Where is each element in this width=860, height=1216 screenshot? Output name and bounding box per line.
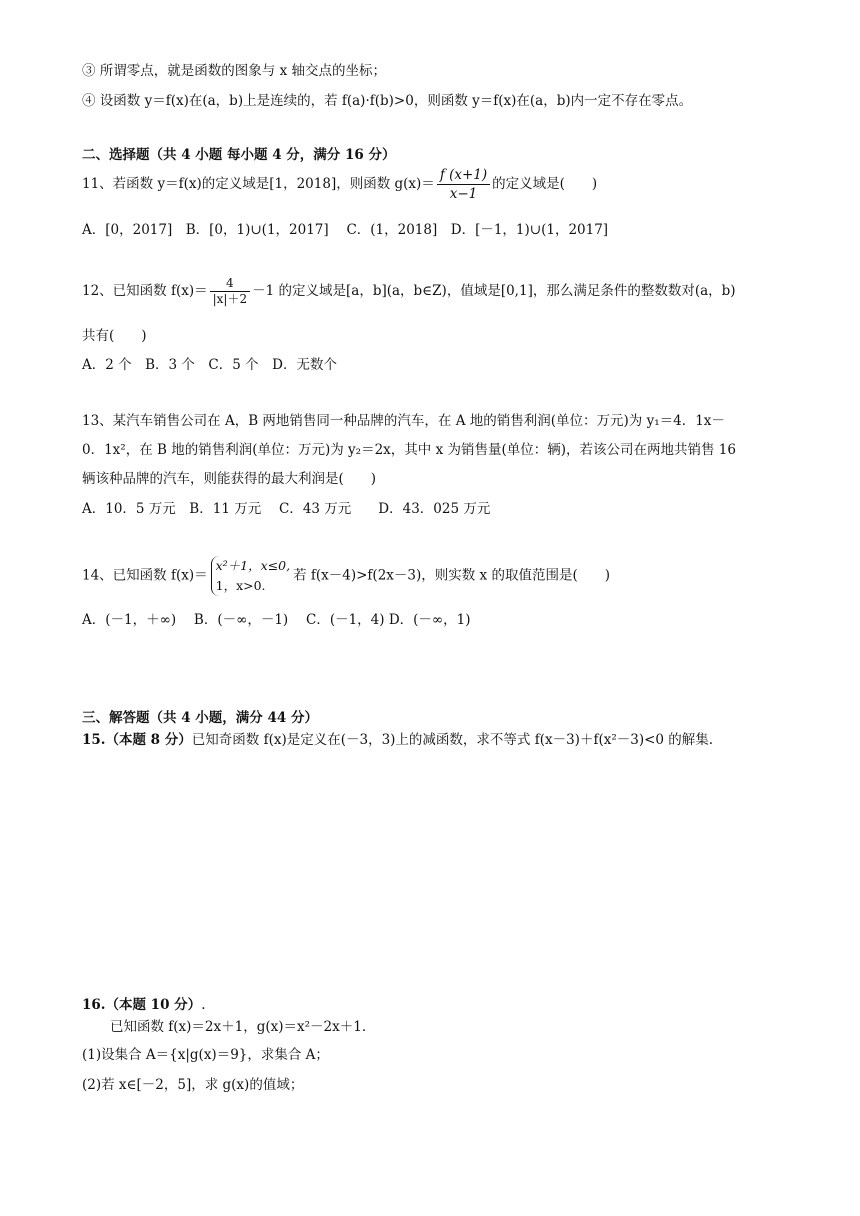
fraction-numerator: f (x+1): [437, 166, 490, 185]
statement-marker: ③: [82, 63, 96, 79]
question-12-line2: 共有( ): [82, 328, 147, 344]
question-11: [82, 166, 597, 203]
question-15: [82, 731, 713, 749]
statement-text: 所谓零点，就是函数的图象与 x 轴交点的坐标；: [99, 63, 386, 79]
question-text: 14、已知函数 f(x)＝: [82, 567, 208, 584]
fraction-numerator: 4: [210, 276, 251, 292]
statement-marker: ④: [82, 93, 96, 109]
piecewise-brace: [211, 556, 290, 596]
question-trail: .: [201, 997, 206, 1013]
question-12-options: A．2 个 B．3 个 C．5 个 D．无数个: [82, 357, 337, 373]
fraction: [210, 276, 251, 307]
question-12: [82, 276, 736, 307]
piecewise-case: x²＋1，x≤0,: [215, 558, 291, 573]
statement-text: 设函数 y＝f(x)在(a，b)上是连续的，若 f(a)·f(b)>0，则函数 y＝f(x)在(a，b)内一定不存在零点。: [99, 93, 693, 109]
question-label: 16.（本题 10 分）: [82, 997, 202, 1013]
question-13-line1: 13、某汽车销售公司在 A，B 两地销售同一种品牌的汽车，在 A 地的销售利润(单位：万元)为 y₁＝4．1x－: [82, 413, 725, 429]
question-text: 11、若函数 y＝f(x)的定义域是[1，2018]，则函数 g(x)＝: [82, 176, 435, 192]
question-13-options: A．10．5 万元 B．11 万元 C．43 万元 D．43．025 万元: [82, 501, 491, 517]
fraction: [437, 166, 490, 203]
question-16-given: 已知函数 f(x)＝2x＋1，g(x)＝x²－2x＋1.: [110, 1019, 367, 1035]
question-16-part1: (1)设集合 A＝{x|g(x)＝9}，求集合 A；: [82, 1047, 329, 1063]
piecewise-case: 1，x>0.: [215, 578, 266, 593]
question-13-line2: 0．1x²，在 B 地的销售利润(单位：万元)为 y₂＝2x，其中 x 为销售量(单位：辆)，若该公司在两地共销售 16: [82, 442, 736, 458]
question-text: 12、已知函数 f(x)＝: [82, 283, 208, 299]
fraction-denominator: |x|＋2: [212, 292, 248, 306]
question-label: 15.（本题 8 分）: [82, 732, 192, 748]
question-14-options: A．(－1，＋∞) B．(－∞，－1) C．(－1，4) D．(－∞，1): [82, 612, 471, 628]
question-16: [82, 996, 205, 1014]
question-13-line3: 辆该种品牌的汽车，则能获得的最大利润是( ): [82, 471, 377, 487]
fraction-denominator: x−1: [449, 186, 478, 202]
question-11-options: A．[0，2017] B．[0，1)∪(1，2017] C．(1，2018] D．[－1，1)∪(1，2017]: [82, 222, 609, 238]
question-14: [82, 556, 610, 596]
section-heading-answer: 三、解答题（共 4 小题，满分 44 分）: [82, 710, 318, 726]
question-text: 若 f(x－4)>f(2x－3)，则实数 x 的取值范围是( ): [293, 567, 610, 584]
section-heading-choice: 二、选择题（共 4 小题 每小题 4 分，满分 16 分）: [82, 147, 396, 163]
question-text: 的定义域是( ): [492, 176, 598, 192]
statement-4: [82, 92, 692, 110]
question-text: 已知奇函数 f(x)是定义在(－3，3)上的减函数，求不等式 f(x－3)＋f(x²－3)<0 的解集.: [191, 732, 714, 748]
question-text: －1 的定义域是[a，b](a，b∈Z)，值域是[0,1]，那么满足条件的整数数对(a，b): [252, 283, 736, 299]
question-16-part2: (2)若 x∈[－2，5]，求 g(x)的值域；: [82, 1077, 304, 1093]
statement-3: [82, 62, 386, 80]
